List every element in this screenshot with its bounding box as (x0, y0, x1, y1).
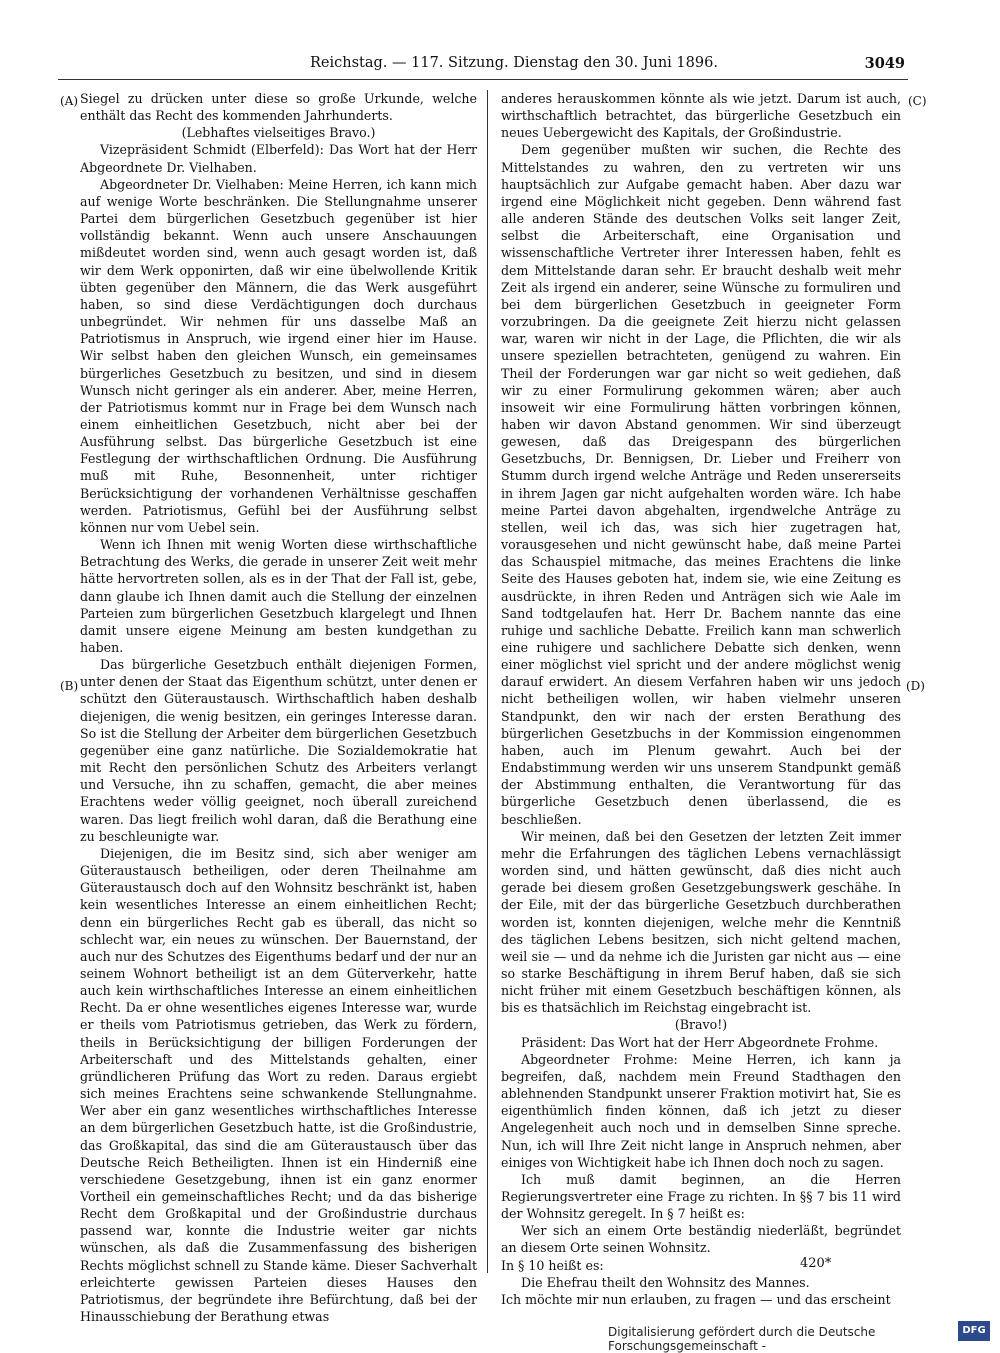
left-column (80, 90, 477, 1325)
margin-marker-c: (C) (908, 94, 927, 108)
margin-marker-b: (B) (60, 679, 79, 693)
paragraph: anderes herauskommen könnte als wie jetzt. Darum ist auch, wirthschaftlich betrachtet, das bürgerliche Gesetzbuch ein neues Uebergewicht des Kapitals, der Großindustrie. (501, 91, 901, 141)
right-column (501, 90, 901, 1308)
paragraph: Siegel zu drücken unter diese so große Urkunde, welche enthält das Recht des kommenden Jahrhunderts. (80, 91, 477, 124)
paragraph: (Lebhaftes vielseitiges Bravo.) (181, 125, 376, 141)
running-header (60, 55, 905, 77)
paragraph: Präsident: Das Wort hat der Herr Abgeordnete Frohme. (521, 1034, 879, 1050)
paragraph: Ich muß damit beginnen, an die Herren Regierungsvertreter eine Frage zu richten. In §§ 7 bis 11 wird der Wohnsitz geregelt. In § 7 heißt es: (501, 1171, 901, 1222)
paragraph: Vizepräsident Schmidt (Elberfeld): Das Wort hat der Herr Abgeordnete Dr. Vielhaben. (80, 142, 477, 175)
paragraph: Wer sich an einem Orte beständig niederläßt, begründet an diesem Orte seinen Wohnsitz. (501, 1223, 901, 1256)
sheet-mark: 420* (800, 1256, 832, 1271)
paragraph: Wenn ich Ihnen mit wenig Worten diese wirthschaftliche Betrachtung des Werks, die gerade in unserer Zeit weit mehr hätte hervortreten sollen, als es in der That der Fall ist, gebe, dann glaube ich Ihnen damit auch die Stellung der einzelnen Parteien zum bürgerlichen Gesetzbuch klargelegt und Ihnen damit unsere eigene Meinung am besten kundgethan zu haben. (80, 537, 477, 655)
paragraph: Die Ehefrau theilt den Wohnsitz des Mannes. (521, 1274, 810, 1290)
margin-marker-d: (D) (906, 679, 925, 693)
margin-marker-a: (A) (60, 94, 79, 108)
paragraph: In § 10 heißt es: (501, 1257, 604, 1273)
paragraph: Diejenigen, die im Besitz sind, sich aber weniger am Güteraustausch betheiligen, oder deren Theilnahme am Güteraustausch doch auf den Wohnsitz beschränkt ist, haben kein wesentliches Interesse an einem einheitlichen Recht; denn ein bürgerliches Recht gab es überall, das nicht so schlecht war, ein neues zu wünschen. Der Bauernstand, der auch nur des Schutzes des Eigenthums bedarf und der nur an seinem Wohnort betheiligt ist an dem Güterverkehr, hatte auch kein wirthschaftliches Interesse an einem einheitlichen Recht. Da er ohne wesentliches eigenes Interesse war, wurde er theils vom Patriotismus getrieben, das Werk zu fördern, theils in Berücksichtigung der billigen Forderungen der Arbeiterschaft und des Mittelstands gehalten, einer gründlicheren Prüfung das Wort zu reden. Daraus ergiebt sich meines Erachtens seine schwankende Stellungnahme. Wer aber ein ganz wesentliches wirthschaftliches Interesse an dem bürgerlichen Gesetzbuch hatte, ist die Großindustrie, das Großkapital, das sind die am Güteraustausch über das Deutsche Reich Betheiligten. Ihnen ist ein Hinderniß eine verschiedene Gesetzgebung, ihnen ist ein ganz enormer Vortheil ein gemeinschaftliches Recht; und da das bisherige Recht dem Großkapital und der Großindustrie durchaus passend war, konnte die Industrie weiter gar nichts wünschen, als daß die Zusammenfassung des bisherigen Rechts möglichst schnell zu Stande käme. Dieser Sachverhalt erleichterte gewissen Parteien dieses Hauses den Patriotismus, der begründete ihre Befürchtung, daß bei der Hinausschiebung der Berathung etwas (80, 845, 477, 1325)
header-rule (58, 79, 908, 80)
header-title: Reichstag. — 117. Sitzung. Dienstag den 30. Juni 1896. (310, 55, 718, 71)
paragraph: Abgeordneter Frohme: Meine Herren, ich kann ja begreifen, daß, nachdem mein Freund Stadthagen den ablehnenden Standpunkt unserer Fraktion motivirt hat, Sie es eigenthümlich finden können, daß ich jetzt zu dieser Angelegenheit auch noch und in demselben Sinne spreche. Nun, ich will Ihre Zeit nicht lange in Anspruch nehmen, aber einiges von Wichtigkeit habe ich Ihnen doch noch zu sagen. (501, 1051, 901, 1170)
paragraph: Abgeordneter Dr. Vielhaben: Meine Herren, ich kann mich auf wenige Worte beschränken. Die Stellungnahme unserer Partei dem bürgerlichen Gesetzbuch gegenüber ist hier vollständig bekannt. Wenn auch unsere Anschauungen mißdeutet worden sind, wenn auch gesagt worden ist, daß wir dem Werk opponirten, daß wir eine übelwollende Kritik übten gegenüber den Männern, die das Werk ausgeführt haben, so sind diese Verdächtigungen doch durchaus unbegründet. Wir nehmen für uns dasselbe Maß an Patriotismus in Anspruch, wie irgend einer hier im Hause. Wir selbst haben den gleichen Wunsch, ein gemeinsames bürgerliches Gesetzbuch zu besitzen, und sind in diesem Wunsch nicht geringer als ein anderer. Aber, meine Herren, der Patriotismus kommt nur in Frage bei dem Wunsch nach einem einheitlichen Gesetzbuch, nicht aber bei der Ausführung selbst. Das bürgerliche Gesetzbuch ist eine Festlegung der wirthschaftlichen Ordnung. Die Ausführung muß mit Ruhe, Besonnenheit, unter richtiger Berücksichtigung der vorhandenen Verhältnisse geschaffen werden. Patriotismus, Gefühl bei der Ausführung selbst können nur vom Uebel sein. (80, 176, 477, 535)
paragraph: (Bravo!) (674, 1017, 728, 1033)
page-number: 3049 (864, 55, 905, 72)
column-divider (487, 90, 488, 1273)
paragraph: Dem gegenüber mußten wir suchen, die Rechte des Mittelstandes zu wahren, den zu vertreten wir uns hauptsächlich zur Aufgabe gemacht haben. Aber dazu war irgend eine Möglichkeit nicht gegeben. Denn während fast alle anderen Stände des deutschen Volks seit langer Zeit, selbst die Arbeiterschaft, eine Organisation und wissenschaftliche Vertreter ihrer Interessen haben, fehlt es dem Mittelstande daran sehr. Er braucht deshalb weit mehr Zeit als irgend ein anderer, seine Wünsche zu formuliren und bei dem bürgerlichen Gesetzbuch in geeigneter Form vorzubringen. Da die geeignete Zeit hierzu nicht gelassen war, waren wir nicht in der Lage, die Pflichten, die wir als unsere speziellen betrachteten, genügend zu wahren. Ein Theil der Forderungen war gar nicht so weit gediehen, daß wir zu einer Formulirung gekommen wären; aber auch insoweit wir eine Formulirung hätten vorbringen können, haben wir davon Abstand genommen. Wir sind überzeugt gewesen, daß das Dreigespann des bürgerlichen Gesetzbuchs, Dr. Bennigsen, Dr. Lieber und Freiherr von Stumm durch irgend welche Anträge und Reden unsererseits in ihrem Jagen gar nicht aufgehalten worden wäre. Ich habe meine Partei davon abgehalten, irgendwelche Anträge zu stellen, weil ich das, was sich hier zugetragen hat, vorausgesehen und nicht gewünscht habe, daß meine Partei das Schauspiel mitmache, das meines Erachtens die linke Seite des Hauses geboten hat, indem sie, wie eine Zeitung es ausdrückte, in ihren Reden und Anträgen sich wie Aale im Sand todtgelaufen hat. Herr Dr. Bachem nannte das eine ruhige und sachliche Debatte. Freilich kann man schwerlich eine ruhigere und sachlichere Debatte sich denken, wenn einer möglichst viel spricht und der andere möglichst wenig darauf erwidert. An diesem Verfahren haben wir uns jedoch nicht betheiligen wollen, wir haben vielmehr unseren Standpunkt, den wir nach der ersten Berathung des bürgerlichen Gesetzbuchs in der Kommission eingenommen haben, auch im Plenum gewahrt. Auch bei der Endabstimmung werden wir uns unserem Standpunkt gemäß der Abstimmung enthalten, die Verantwortung für das bürgerliche Gesetzbuch denen überlassend, die es beschließen. (501, 142, 901, 827)
dfg-logo: DFG (958, 1321, 990, 1341)
paragraph: Das bürgerliche Gesetzbuch enthält diejenigen Formen, unter denen der Staat das Eigenthum schützt, unter denen er schützt den Güteraustausch. Wirthschaftlich haben deshalb diejenigen, die wenig besitzen, ein geringes Interesse daran. So ist die Stellung der Arbeiter dem bürgerlichen Gesetzbuch gegenüber eine ganz natürliche. Die Sozialdemokratie hat mit Recht den persönlichen Schutz des Arbeiters verlangt und Versuche, ihn zu schaffen, gemacht, die aber meines Erachtens weder völlig geeignet, noch überall zureichend waren. Das liegt freilich wohl daran, daß die Berathung eine zu beschleunigte war. (80, 657, 477, 844)
paragraph: Ich möchte mir nun erlauben, zu fragen — und das erscheint (501, 1291, 891, 1307)
paragraph: Wir meinen, daß bei den Gesetzen der letzten Zeit immer mehr die Erfahrungen des täglichen Lebens vernachlässigt worden sind, und hätten gewünscht, daß dies nicht auch gerade bei diesem großen Gesetzgebungswerk geschähe. In der Eile, mit der das bürgerliche Gesetzbuch durchberathen worden ist, konnten diejenigen, welche mehr die Kenntniß des täglichen Lebens besitzen, sich nicht geltend machen, weil sie — und da nehme ich die Juristen gar nicht aus — eine so starke Beschäftigung in ihrem Beruf haben, daß sie sich nicht früher mit einem Gesetzbuch beschäftigen können, als bis es thatsächlich im Reichstag eingebracht ist. (501, 828, 901, 1016)
digitization-credit: Digitalisierung gefördert durch die Deutsche Forschungsgemeinschaft - (608, 1325, 876, 1353)
